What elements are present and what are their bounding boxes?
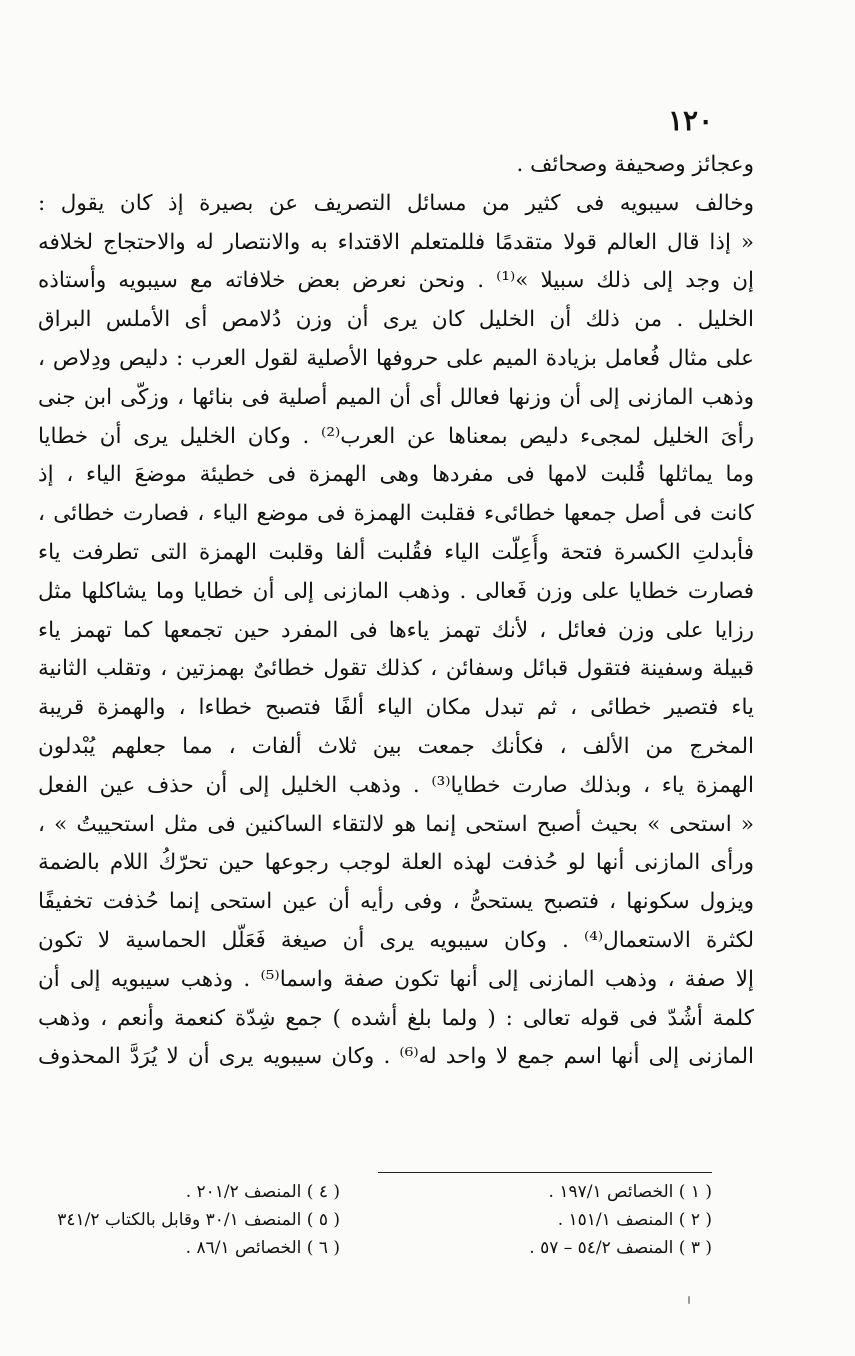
footnote-5: ( ٥ ) المنصف ٣٠/١ وقابل بالكتاب ٣٤١/٢ xyxy=(57,1210,340,1230)
text-line: رزايا على وزن فعائل ، لأنك تهمز ياءها فى المفرد حين تجمعها كما تهمز ياء xyxy=(38,617,754,643)
text-line: إلا صفة ، وذهب المازنى إلى أنها تكون صفة واسما⁽⁵⁾ . وذهب سيبويه إلى أن xyxy=(38,966,754,992)
text-line: كانت فى أصل جمعها خطائىء فقلبت الهمزة فى موضع الياء ، فصارت خطائى ، xyxy=(38,501,754,527)
footnotes-right-column xyxy=(420,1178,712,1262)
text-line: وما يماثلها قُلبت لامها فى مفردها وهى الهمزة فى خطيئة موضعَ الياء ، إذ xyxy=(38,462,754,488)
text-line: فصارت خطايا على وزن فَعالى . وذهب المازنى إلى أن خطايا وما يشاكلها مثل xyxy=(38,578,754,604)
footnote-6: ( ٦ ) الخصائص ٨٦/١ . xyxy=(185,1238,340,1258)
text-line: ويزول سكونها ، فتصبح يستحىُّ ، وفى رأيه أن عين استحى إنما حُذفت تخفيفًا xyxy=(38,889,754,915)
text-line: وعجائز وصحيفة وصحائف . xyxy=(516,152,754,177)
text-line: كلمة أشُدّ فى قوله تعالى : ( ولما بلغ أشده ) جمع شِدّة كنعمة وأنعم ، وذهب xyxy=(38,1005,754,1031)
footnotes-left-column xyxy=(30,1178,340,1262)
text-line: قبيلة وسفينة فتقول قبائل وسفائن ، كذلك تقول خطائىٌ بهمزتين ، وتقلب الثانية xyxy=(38,656,754,682)
text-line: وخالف سيبويه فى كثير من مسائل التصريف عن بصيرة إذ كان يقول : xyxy=(38,190,754,216)
body-text xyxy=(38,146,754,1077)
text-line: ورأى المازنى أنها لو حُذفت لهذه العلة لوجب رجوعها حين تحرّكُ اللام بالضمة xyxy=(38,850,754,876)
text-line: رأىَ الخليل لمجىء دليص بمعناها عن العرب⁽²⁾ . وكان الخليل يرى أن خطايا xyxy=(38,423,754,449)
text-line: إن وجد إلى ذلك سبيلا »⁽¹⁾ . ونحن نعرض بعض خلافاته مع سيبويه وأستاذه xyxy=(38,268,754,294)
text-line: لكثرة الاستعمال⁽⁴⁾ . وكان سيبويه يرى أن صيغة فَعَلّل الحماسية لا تكون xyxy=(38,927,754,953)
footnote-1: ( ١ ) الخصائص ١٩٧/١ . xyxy=(548,1182,712,1202)
text-line: الهمزة ياء ، وبذلك صارت خطايا⁽³⁾ . وذهب الخليل إلى أن حذف عين الفعل xyxy=(38,772,754,798)
footnote-3: ( ٣ ) المنصف ٥٤/٢ – ٥٧ . xyxy=(529,1238,712,1258)
text-line: على مثال فُعامل بزيادة الميم على حروفها الأصلية لقول العرب : دليص ودِلاص ، xyxy=(38,345,754,371)
page-number: ١٢٠ xyxy=(668,104,714,137)
scan-speck xyxy=(688,1296,690,1304)
text-line: « إذا قال العالم قولا متقدمًا فللمتعلم الاقتداء به والانتصار له والاحتجاج لخلافه xyxy=(38,229,754,255)
footnote-4: ( ٤ ) المنصف ٢٠١/٢ . xyxy=(185,1182,340,1202)
text-line: ياء فتصير خطائى ، ثم تبدل مكان الياء ألفًا فتصبح خطاءا ، والهمزة قريبة xyxy=(38,695,754,721)
text-line: المخرج من الألف ، فكأنك جمعت بين ثلاث ألفات ، مما جعلهم يُبْدلون xyxy=(38,733,754,759)
text-line: « استحى » بحيث أصبح استحى إنما هو لالتقاء الساكنين فى مثل استحييتُ » ، xyxy=(38,811,754,837)
footnote-2: ( ٢ ) المنصف ١٥١/١ . xyxy=(557,1210,712,1230)
text-line: المازنى إلى أنها اسم جمع لا واحد له⁽⁶⁾ . وكان سيبويه يرى أن لا يُرَدَّ المحذوف xyxy=(38,1044,754,1070)
text-line: الخليل . من ذلك أن الخليل كان يرى أن وزن دُلامص أى الأملس البراق xyxy=(38,307,754,333)
footnote-separator xyxy=(378,1172,712,1173)
text-line: وذهب المازنى إلى أن وزنها فعالل أى أن الميم أصلية فى بنائها ، وزكّى ابن جنى xyxy=(38,384,754,410)
text-line: فأبدلتِ الكسرة فتحة وأُعِلّت الياء فقُلبت ألفا وقلبت الهمزة التى تطرفت ياء xyxy=(38,539,754,565)
